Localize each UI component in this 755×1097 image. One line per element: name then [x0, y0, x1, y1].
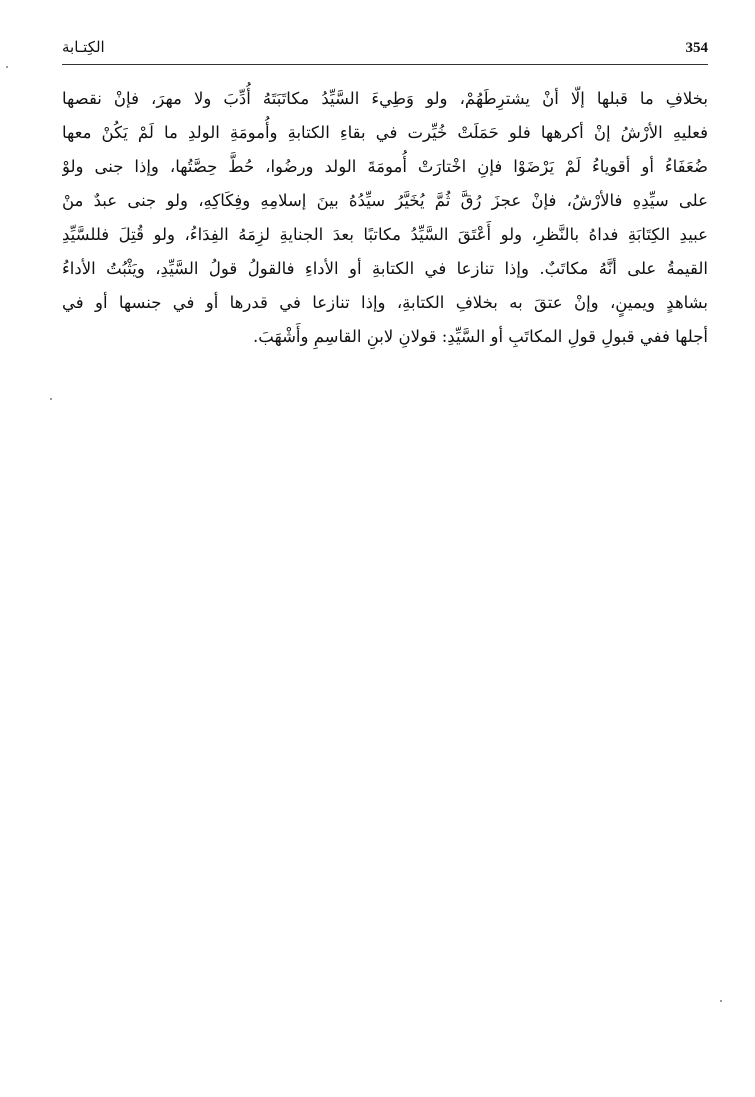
text-line: بشاهدٍ ويمينٍ، وإنْ عتقَ به بخلافِ الكتابةِ، وإذا تنازعا في قدرها أو في جنسها أو في [62, 293, 708, 312]
text-line: أجلها ففي قبولِ قولِ المكاتَبِ أو السَّيِّدِ: قولانِ لابنِ القاسِمِ وأَشْهَبَ. [253, 327, 708, 346]
text-line: عبيدِ الكِتَابَةِ فداهُ بالنَّظرِ، ولو أَعْتَقَ السَّيِّدُ مكاتبًا بعدَ الجنايةِ لزِمَهُ الفِدَاءُ، ولو قُتِلَ فللسَّيِّدِ [62, 225, 708, 244]
body-text [62, 82, 708, 354]
text-line: بخلافِ ما قبلها إلّا أنْ يشترِطَهُمْ، ولو وَطِيءَ السَّيِّدُ مكاتَبَتَهُ أُدِّبَ ولا مهرَ، فإنْ نقصها [62, 89, 708, 108]
scan-speck [50, 398, 52, 400]
page-number: 354 [685, 40, 708, 56]
scan-speck [720, 1000, 722, 1002]
page-header [62, 34, 708, 65]
text-line: فعليهِ الأرْشُ إنْ أكرهها فلو حَمَلَتْ خُيِّرت في بقاءِ الكتابةِ وأُمومَةِ الولدِ ما لَمْ يَكُنْ معها [62, 123, 708, 142]
scan-speck [6, 66, 8, 68]
text-line: ضُعَفَاءُ أو أقوياءُ لَمْ يَرْضَوْا فإنِ اخْتارَتْ أُمومَةَ الولد ورضُوا، حُطَّ حِصَّتُها، وإذا جنى ولوْ [62, 157, 708, 176]
text-line: القيمةُ على أنَّهُ مكاتَبٌ. وإذا تنازعا في الكتابةِ أو الأداءِ فالقولُ قولُ السَّيِّدِ، ويَثْبُتُ الأداءُ [62, 259, 708, 278]
text-line: على سيِّدِهِ فالأرْشُ، فإنْ عجزَ رُقَّ ثُمَّ يُخَيَّرُ سيِّدُهُ بينَ إسلامِهِ وفِكَاكِهِ، ولو جنى عبدٌ منْ [62, 191, 708, 210]
running-head: الكِتـابة [62, 38, 105, 56]
